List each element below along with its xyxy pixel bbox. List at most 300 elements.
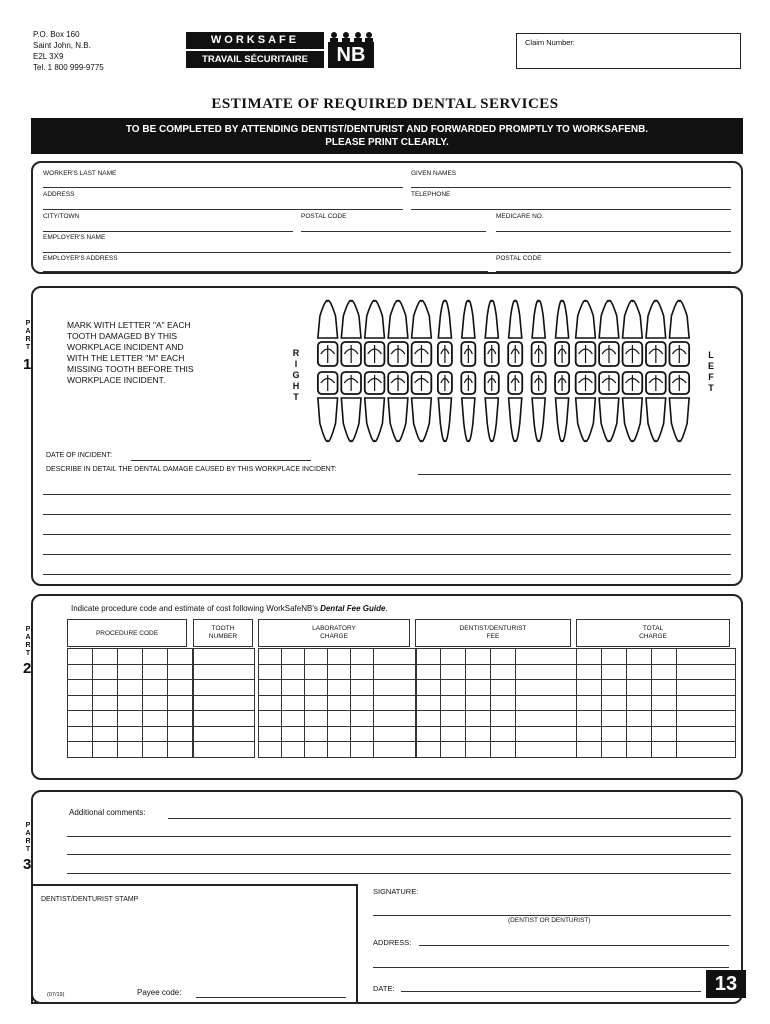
- grid-cell[interactable]: [68, 649, 93, 665]
- date-incident-field[interactable]: [131, 460, 311, 461]
- grid-cell[interactable]: [351, 680, 374, 696]
- grid-cell[interactable]: [282, 649, 305, 665]
- tooth-outline: [623, 398, 643, 441]
- grid-cell[interactable]: [118, 695, 143, 711]
- grid-cell[interactable]: [93, 649, 118, 665]
- grid-cell[interactable]: [602, 649, 627, 665]
- procedure-grid-table: [193, 648, 255, 758]
- grid-cell[interactable]: [441, 726, 466, 742]
- grid-cell[interactable]: [441, 680, 466, 696]
- grid-cell[interactable]: [282, 695, 305, 711]
- tooth-outline: [388, 301, 408, 338]
- grid-cell[interactable]: [118, 726, 143, 742]
- dental-chart-icon[interactable]: [316, 296, 691, 448]
- grid-cell[interactable]: [652, 649, 677, 665]
- grid-cell[interactable]: [68, 680, 93, 696]
- grid-cell[interactable]: [441, 649, 466, 665]
- grid-cell[interactable]: [305, 695, 328, 711]
- tooth-outline: [669, 398, 689, 441]
- logo-text-bottom: TRAVAIL SÉCURITAIRE: [186, 51, 324, 68]
- grid-cell[interactable]: [677, 711, 736, 727]
- table-row: [577, 742, 736, 758]
- grid-cell[interactable]: [328, 649, 351, 665]
- grid-cell[interactable]: [602, 680, 627, 696]
- telephone-label: TELEPHONE: [411, 191, 451, 198]
- grid-cell[interactable]: [416, 649, 441, 665]
- banner-line-1: TO BE COMPLETED BY ATTENDING DENTIST/DENTURIST AND FORWARDED PROMPTLY TO WORKSAFENB.: [125, 124, 649, 135]
- date-field[interactable]: [401, 991, 701, 992]
- tooth-marking-instructions: [67, 320, 194, 386]
- grid-cell[interactable]: [328, 695, 351, 711]
- grid-cell[interactable]: [305, 742, 328, 758]
- fee-guide-suffix: .: [385, 604, 388, 613]
- grid-cell[interactable]: [93, 695, 118, 711]
- grid-cell[interactable]: [374, 664, 417, 680]
- banner-line-2: PLEASE PRINT CLEARLY.: [325, 137, 449, 148]
- grid-cell[interactable]: [374, 726, 417, 742]
- table-row: [577, 711, 736, 727]
- tooth-outline: [365, 301, 385, 338]
- form-version: (07/19): [47, 992, 65, 998]
- grid-cell[interactable]: [374, 680, 417, 696]
- grid-cell[interactable]: [93, 726, 118, 742]
- tooth-outline: [599, 301, 619, 338]
- grid-cell[interactable]: [351, 695, 374, 711]
- given-names-field[interactable]: [411, 187, 731, 188]
- postal-code-label: POSTAL CODE: [301, 213, 347, 220]
- comments-line[interactable]: [67, 873, 731, 874]
- grid-cell[interactable]: [466, 680, 491, 696]
- grid-cell[interactable]: [516, 726, 577, 742]
- grid-cell[interactable]: [491, 649, 516, 665]
- grid-cell[interactable]: [351, 742, 374, 758]
- address-field[interactable]: [373, 967, 729, 968]
- grid-cell[interactable]: [466, 695, 491, 711]
- grid-cell[interactable]: [168, 649, 193, 665]
- table-row: [416, 695, 577, 711]
- tooth-outline: [509, 301, 522, 338]
- grid-cell[interactable]: [168, 664, 193, 680]
- grid-cell[interactable]: [577, 680, 602, 696]
- grid-cell[interactable]: [652, 726, 677, 742]
- table-row: [416, 680, 577, 696]
- grid-cell[interactable]: [351, 649, 374, 665]
- instruction-line: TOOTH DAMAGED BY THIS: [67, 331, 178, 341]
- grid-cell[interactable]: [652, 711, 677, 727]
- total-charge-header-text: TOTAL CHARGE: [639, 625, 667, 640]
- grid-cell[interactable]: [282, 680, 305, 696]
- grid-cell[interactable]: [68, 695, 93, 711]
- procedure-code-header: PROCEDURE CODE: [67, 619, 187, 647]
- grid-cell[interactable]: [602, 664, 627, 680]
- grid-cell[interactable]: [466, 726, 491, 742]
- grid-cell[interactable]: [305, 680, 328, 696]
- table-row: [68, 742, 193, 758]
- grid-cell[interactable]: [282, 664, 305, 680]
- grid-cell[interactable]: [466, 742, 491, 758]
- table-row: [259, 664, 417, 680]
- grid-cell[interactable]: [602, 742, 627, 758]
- laboratory-charge-header-text: LABORATORY CHARGE: [312, 625, 356, 640]
- employer-postal-field[interactable]: [496, 271, 731, 272]
- comments-line[interactable]: [67, 836, 731, 837]
- grid-cell[interactable]: [677, 680, 736, 696]
- grid-cell[interactable]: [416, 664, 441, 680]
- table-row: [259, 680, 417, 696]
- grid-cell[interactable]: [282, 711, 305, 727]
- grid-cell[interactable]: [328, 664, 351, 680]
- grid-cell[interactable]: [118, 742, 143, 758]
- grid-cell[interactable]: [194, 680, 255, 696]
- grid-cell[interactable]: [627, 664, 652, 680]
- grid-cell[interactable]: [627, 680, 652, 696]
- grid-cell[interactable]: [68, 726, 93, 742]
- grid-cell[interactable]: [416, 711, 441, 727]
- signature-sublabel: (DENTIST OR DENTURIST): [508, 917, 591, 924]
- procedure-grid-table: [67, 648, 193, 758]
- tooth-outline: [341, 398, 361, 441]
- grid-cell[interactable]: [577, 664, 602, 680]
- worker-info-section: [31, 161, 743, 274]
- address-field[interactable]: [419, 945, 729, 946]
- grid-cell[interactable]: [466, 711, 491, 727]
- dentist-stamp-area[interactable]: [31, 884, 358, 1004]
- table-row: [194, 649, 255, 665]
- grid-cell[interactable]: [168, 742, 193, 758]
- grid-cell[interactable]: [259, 649, 282, 665]
- telephone-field[interactable]: [411, 209, 731, 210]
- grid-cell[interactable]: [677, 695, 736, 711]
- grid-cell[interactable]: [168, 726, 193, 742]
- grid-cell[interactable]: [627, 695, 652, 711]
- laboratory-charge-header: [258, 619, 410, 647]
- grid-cell[interactable]: [652, 664, 677, 680]
- grid-cell[interactable]: [627, 711, 652, 727]
- date-incident-label: DATE OF INCIDENT:: [46, 452, 112, 459]
- grid-cell[interactable]: [194, 726, 255, 742]
- describe-line[interactable]: [43, 514, 731, 515]
- grid-cell[interactable]: [143, 664, 168, 680]
- grid-cell[interactable]: [577, 742, 602, 758]
- part-1-number: 1: [23, 356, 32, 373]
- payee-code-field[interactable]: [196, 997, 346, 998]
- address-line: Saint John, N.B.: [33, 41, 91, 50]
- grid-cell[interactable]: [93, 664, 118, 680]
- grid-cell[interactable]: [118, 649, 143, 665]
- grid-cell[interactable]: [677, 664, 736, 680]
- describe-damage-label: DESCRIBE IN DETAIL THE DENTAL DAMAGE CAUSED BY THIS WORKPLACE INCIDENT:: [46, 466, 337, 473]
- procedure-grid-table: [415, 648, 577, 758]
- table-row: [194, 711, 255, 727]
- grid-cell[interactable]: [677, 742, 736, 758]
- grid-cell[interactable]: [194, 664, 255, 680]
- tooth-outline: [462, 301, 475, 338]
- grid-cell[interactable]: [577, 726, 602, 742]
- tooth-outline: [576, 301, 596, 338]
- tooth-number-header: [193, 619, 253, 647]
- grid-cell[interactable]: [374, 711, 417, 727]
- grid-cell[interactable]: [118, 711, 143, 727]
- part-2-label: P A R T: [25, 626, 31, 657]
- grid-cell[interactable]: [305, 726, 328, 742]
- grid-cell[interactable]: [441, 695, 466, 711]
- grid-cell[interactable]: [374, 649, 417, 665]
- grid-cell[interactable]: [491, 711, 516, 727]
- grid-cell[interactable]: [259, 742, 282, 758]
- tooth-outline: [623, 301, 643, 338]
- describe-line[interactable]: [43, 574, 731, 575]
- grid-cell[interactable]: [441, 742, 466, 758]
- worksafe-logo: [186, 32, 374, 68]
- grid-cell[interactable]: [466, 664, 491, 680]
- postal-code-field[interactable]: [301, 231, 486, 232]
- tooth-outline: [365, 398, 385, 441]
- employer-name-field[interactable]: [43, 252, 731, 253]
- grid-cell[interactable]: [259, 664, 282, 680]
- tooth-outline: [412, 398, 432, 441]
- employer-postal-label: POSTAL CODE: [496, 255, 542, 262]
- tooth-outline: [485, 398, 498, 441]
- grid-cell[interactable]: [328, 742, 351, 758]
- part-3-number: 3: [23, 856, 32, 873]
- comments-line[interactable]: [168, 818, 731, 819]
- address-line: P.O. Box 160: [33, 30, 80, 39]
- tooth-outline: [556, 398, 569, 441]
- grid-cell[interactable]: [68, 742, 93, 758]
- grid-cell[interactable]: [118, 664, 143, 680]
- table-row: [259, 726, 417, 742]
- grid-cell[interactable]: [328, 711, 351, 727]
- table-row: [577, 680, 736, 696]
- table-row: [68, 680, 193, 696]
- grid-cell[interactable]: [93, 680, 118, 696]
- tooth-outline: [438, 301, 451, 338]
- tooth-outline: [318, 398, 338, 441]
- grid-cell[interactable]: [351, 664, 374, 680]
- grid-cell[interactable]: [516, 664, 577, 680]
- tooth-outline: [669, 301, 689, 338]
- grid-cell[interactable]: [627, 742, 652, 758]
- table-row: [194, 664, 255, 680]
- grid-cell[interactable]: [93, 742, 118, 758]
- grid-cell[interactable]: [516, 711, 577, 727]
- given-names-label: GIVEN NAMES: [411, 170, 457, 177]
- total-charge-header: [576, 619, 730, 647]
- describe-line[interactable]: [418, 474, 731, 475]
- tooth-number-header-text: TOOTH NUMBER: [208, 625, 238, 640]
- part-3-label: P A R T: [25, 822, 31, 853]
- last-name-label: WORKER'S LAST NAME: [43, 170, 117, 177]
- grid-cell[interactable]: [577, 711, 602, 727]
- grid-cell[interactable]: [93, 711, 118, 727]
- grid-cell[interactable]: [259, 726, 282, 742]
- describe-line[interactable]: [43, 494, 731, 495]
- grid-cell[interactable]: [143, 695, 168, 711]
- signature-field[interactable]: [373, 915, 731, 916]
- medicare-label: MEDICARE NO.: [496, 213, 544, 220]
- grid-cell[interactable]: [351, 726, 374, 742]
- part-2-number: 2: [23, 660, 32, 677]
- grid-cell[interactable]: [677, 726, 736, 742]
- right-side-label: R I G H T: [292, 348, 300, 402]
- address-line: E2L 3X9: [33, 52, 64, 61]
- medicare-field[interactable]: [496, 231, 731, 232]
- table-row: [259, 742, 417, 758]
- table-row: [68, 649, 193, 665]
- describe-line[interactable]: [43, 534, 731, 535]
- grid-cell[interactable]: [68, 664, 93, 680]
- grid-cell[interactable]: [143, 649, 168, 665]
- grid-cell[interactable]: [305, 711, 328, 727]
- instruction-line: MARK WITH LETTER "A" EACH: [67, 320, 191, 330]
- table-row: [577, 726, 736, 742]
- grid-cell[interactable]: [143, 680, 168, 696]
- grid-cell[interactable]: [168, 695, 193, 711]
- fee-guide-text: Indicate procedure code and estimate of cost following WorkSafeNB's: [71, 604, 321, 613]
- grid-cell[interactable]: [466, 649, 491, 665]
- grid-cell[interactable]: [328, 726, 351, 742]
- grid-cell[interactable]: [491, 726, 516, 742]
- tooth-outline: [318, 301, 338, 338]
- grid-cell[interactable]: [68, 711, 93, 727]
- grid-cell[interactable]: [328, 680, 351, 696]
- table-row: [259, 711, 417, 727]
- employer-name-label: EMPLOYER'S NAME: [43, 234, 106, 241]
- tooth-outline: [485, 301, 498, 338]
- grid-cell[interactable]: [351, 711, 374, 727]
- grid-cell[interactable]: [516, 649, 577, 665]
- dentist-fee-header-text: DENTIST/DENTURIST FEE: [459, 625, 527, 640]
- last-name-field[interactable]: [43, 187, 403, 188]
- grid-cell[interactable]: [259, 711, 282, 727]
- payee-code-label: Payee code:: [137, 988, 182, 997]
- instruction-line: MISSING TOOTH BEFORE THIS: [67, 364, 194, 374]
- table-row: [68, 664, 193, 680]
- comments-line[interactable]: [67, 854, 731, 855]
- table-row: [194, 680, 255, 696]
- table-row: [416, 664, 577, 680]
- grid-cell[interactable]: [282, 726, 305, 742]
- instruction-line: WORKPLACE INCIDENT.: [67, 375, 166, 385]
- grid-cell[interactable]: [416, 726, 441, 742]
- grid-cell[interactable]: [602, 711, 627, 727]
- address-line: Tel. 1 800 999-9775: [33, 63, 104, 72]
- tooth-outline: [532, 301, 545, 338]
- grid-cell[interactable]: [194, 711, 255, 727]
- grid-cell[interactable]: [194, 742, 255, 758]
- grid-cell[interactable]: [516, 680, 577, 696]
- city-field[interactable]: [43, 231, 293, 232]
- stamp-label: DENTIST/DENTURIST STAMP: [41, 896, 139, 903]
- grid-cell[interactable]: [416, 680, 441, 696]
- tooth-outline: [341, 301, 361, 338]
- grid-cell[interactable]: [516, 695, 577, 711]
- left-side-label: L E F T: [707, 350, 714, 393]
- grid-cell[interactable]: [516, 742, 577, 758]
- grid-cell[interactable]: [143, 742, 168, 758]
- grid-cell[interactable]: [491, 664, 516, 680]
- tooth-outline: [646, 301, 666, 338]
- fee-guide-instruction: [71, 604, 388, 613]
- fee-guide-title: Dental Fee Guide: [320, 604, 386, 613]
- grid-cell[interactable]: [143, 726, 168, 742]
- grid-cell[interactable]: [491, 695, 516, 711]
- grid-cell[interactable]: [577, 649, 602, 665]
- dentist-fee-header: [415, 619, 571, 647]
- address-field[interactable]: [43, 209, 403, 210]
- grid-cell[interactable]: [491, 680, 516, 696]
- logo-text-top: WORKSAFE: [186, 32, 324, 49]
- grid-cell[interactable]: [652, 695, 677, 711]
- signature-label: SIGNATURE:: [373, 887, 419, 896]
- grid-cell[interactable]: [194, 649, 255, 665]
- grid-cell[interactable]: [118, 680, 143, 696]
- part-1-label: P A R T: [25, 320, 31, 351]
- grid-cell[interactable]: [602, 726, 627, 742]
- tooth-outline: [509, 398, 522, 441]
- grid-cell[interactable]: [416, 742, 441, 758]
- grid-cell[interactable]: [652, 680, 677, 696]
- table-row: [416, 742, 577, 758]
- logo-nb: NB: [328, 42, 374, 68]
- grid-cell[interactable]: [441, 711, 466, 727]
- tooth-outline: [412, 301, 432, 338]
- tooth-outline: [532, 398, 545, 441]
- tooth-outline: [576, 398, 596, 441]
- part-1-section: [31, 286, 743, 586]
- address-label: ADDRESS: [43, 191, 75, 198]
- grid-cell[interactable]: [677, 649, 736, 665]
- grid-cell[interactable]: [627, 726, 652, 742]
- grid-cell[interactable]: [259, 680, 282, 696]
- employer-address-label: EMPLOYER'S ADDRESS: [43, 255, 118, 262]
- claim-number-field[interactable]: [516, 33, 741, 69]
- grid-cell[interactable]: [305, 664, 328, 680]
- grid-cell[interactable]: [577, 695, 602, 711]
- claim-number-label: Claim Number:: [525, 38, 576, 47]
- procedure-grid-table: [258, 648, 417, 758]
- grid-cell[interactable]: [441, 664, 466, 680]
- instruction-line: WORKPLACE INCIDENT AND: [67, 342, 184, 352]
- table-row: [416, 711, 577, 727]
- table-row: [416, 726, 577, 742]
- grid-cell[interactable]: [374, 695, 417, 711]
- table-row: [68, 695, 193, 711]
- describe-line[interactable]: [43, 554, 731, 555]
- grid-cell[interactable]: [168, 680, 193, 696]
- grid-cell[interactable]: [259, 695, 282, 711]
- grid-cell[interactable]: [374, 742, 417, 758]
- grid-cell[interactable]: [282, 742, 305, 758]
- grid-cell[interactable]: [194, 695, 255, 711]
- instruction-line: WITH THE LETTER "M" EACH: [67, 353, 185, 363]
- grid-cell[interactable]: [143, 711, 168, 727]
- grid-cell[interactable]: [305, 649, 328, 665]
- table-row: [259, 695, 417, 711]
- grid-cell[interactable]: [652, 742, 677, 758]
- grid-cell[interactable]: [416, 695, 441, 711]
- tooth-outline: [388, 398, 408, 441]
- grid-cell[interactable]: [627, 649, 652, 665]
- city-label: CITY/TOWN: [43, 213, 80, 220]
- grid-cell[interactable]: [168, 711, 193, 727]
- grid-cell[interactable]: [491, 742, 516, 758]
- employer-address-field[interactable]: [43, 271, 488, 272]
- page-code-badge: 13: [706, 970, 746, 998]
- form-title: ESTIMATE OF REQUIRED DENTAL SERVICES: [211, 96, 559, 112]
- table-row: [259, 649, 417, 665]
- grid-cell[interactable]: [602, 695, 627, 711]
